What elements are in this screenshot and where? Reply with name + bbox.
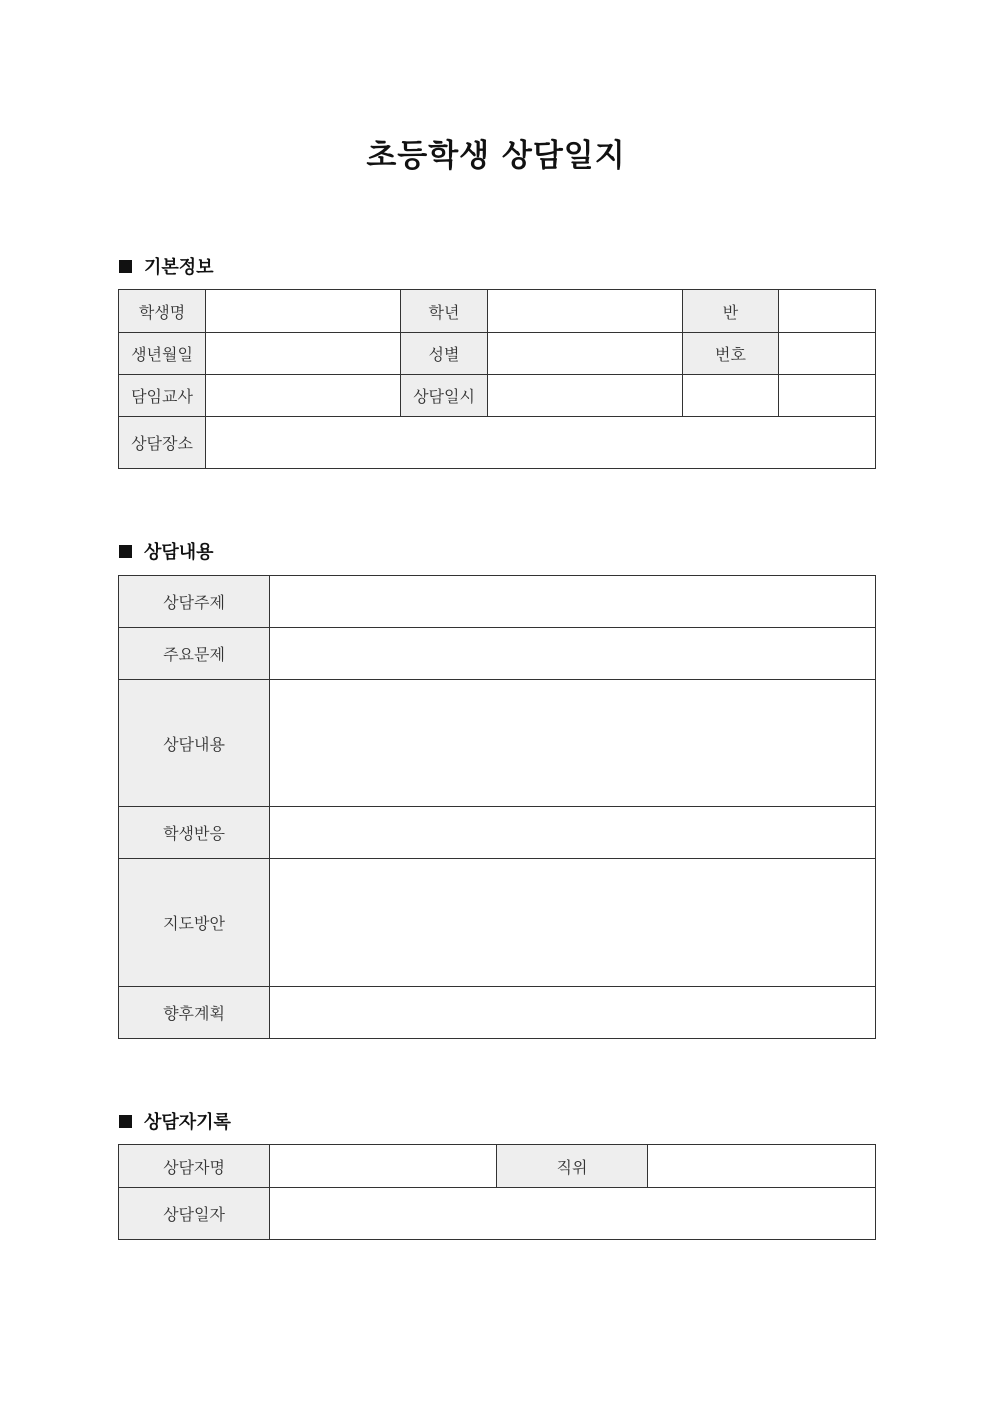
field-counselor-name[interactable] — [270, 1145, 497, 1188]
field-birth-date[interactable] — [206, 333, 401, 375]
label-number: 번호 — [683, 333, 779, 375]
label-student-response: 학생반응 — [119, 807, 270, 859]
section-heading-counselor-record — [119, 1108, 231, 1134]
label-student-name: 학생명 — [119, 290, 206, 333]
field-counsel-extra[interactable] — [779, 375, 876, 417]
label-guidance-plan: 지도방안 — [119, 859, 270, 987]
section-heading-label: 상담내용 — [144, 542, 214, 563]
label-counsel-place: 상담장소 — [119, 417, 206, 469]
field-grade[interactable] — [488, 290, 683, 333]
label-counsel-date: 상담일자 — [119, 1188, 270, 1240]
field-student-response[interactable] — [270, 807, 876, 859]
field-content[interactable] — [270, 680, 876, 807]
field-homeroom-teacher[interactable] — [206, 375, 401, 417]
field-future-plan[interactable] — [270, 987, 876, 1039]
field-topic[interactable] — [270, 576, 876, 628]
section-heading-basic-info — [119, 253, 214, 279]
label-homeroom-teacher: 담임교사 — [119, 375, 206, 417]
black-square-icon — [119, 1115, 132, 1128]
field-counsel-date-record[interactable] — [270, 1188, 876, 1240]
field-number[interactable] — [779, 333, 876, 375]
label-grade: 학년 — [401, 290, 488, 333]
section-heading-label: 기본정보 — [144, 257, 214, 278]
label-content: 상담내용 — [119, 680, 270, 807]
label-position: 직위 — [497, 1145, 648, 1188]
field-counsel-time[interactable] — [683, 375, 779, 417]
page-title: 초등학생 상담일지 — [366, 138, 626, 174]
black-square-icon — [119, 260, 132, 273]
section-heading-counsel-content — [119, 538, 214, 564]
label-birth-date: 생년월일 — [119, 333, 206, 375]
field-counsel-date[interactable] — [488, 375, 683, 417]
field-main-issue[interactable] — [270, 628, 876, 680]
label-main-issue: 주요문제 — [119, 628, 270, 680]
field-gender[interactable] — [488, 333, 683, 375]
field-student-name[interactable] — [206, 290, 401, 333]
basic-info-table — [118, 289, 876, 469]
label-class: 반 — [683, 290, 779, 333]
section-heading-label: 상담자기록 — [144, 1112, 231, 1133]
counsel-content-table — [118, 575, 876, 1039]
label-counselor-name: 상담자명 — [119, 1145, 270, 1188]
label-topic: 상담주제 — [119, 576, 270, 628]
counselor-record-table — [118, 1144, 876, 1240]
label-gender: 성별 — [401, 333, 488, 375]
label-future-plan: 향후계획 — [119, 987, 270, 1039]
field-position[interactable] — [648, 1145, 876, 1188]
field-guidance-plan[interactable] — [270, 859, 876, 987]
black-square-icon — [119, 545, 132, 558]
field-counsel-place[interactable] — [206, 417, 876, 469]
field-class[interactable] — [779, 290, 876, 333]
label-counsel-datetime: 상담일시 — [401, 375, 488, 417]
